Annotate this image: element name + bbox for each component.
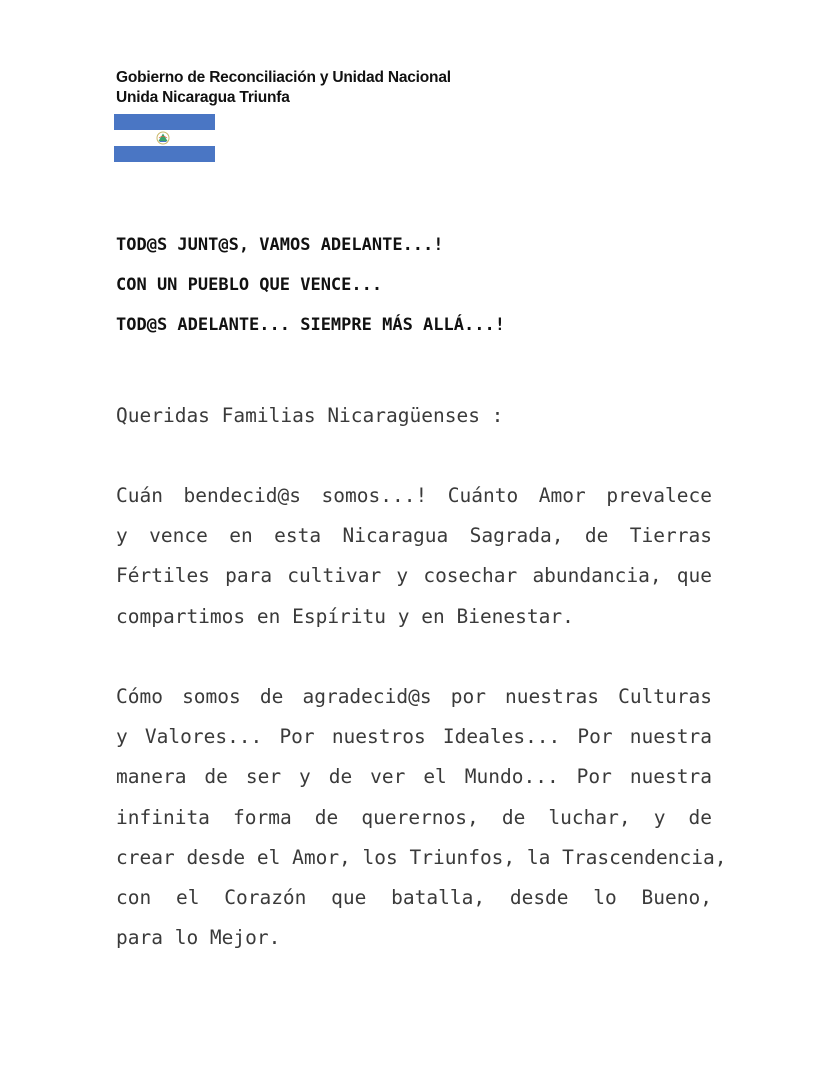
paragraph-line: crear desde el Amor, los Triunfos, la Trascendencia, bbox=[116, 845, 727, 869]
slogan-line: TOD@S ADELANTE... SIEMPRE MÁS ALLÁ...! bbox=[116, 315, 505, 335]
letterhead-government-name: Gobierno de Reconciliación y Unidad Nacional bbox=[116, 69, 451, 86]
slogans bbox=[116, 232, 505, 352]
paragraph bbox=[116, 476, 712, 637]
paragraph-line: compartimos en Espíritu y en Bienestar. bbox=[116, 604, 574, 628]
paragraph-line: infinita forma de querernos, de luchar, y de bbox=[116, 805, 712, 829]
slogan-line: TOD@S JUNT@S, VAMOS ADELANTE...! bbox=[116, 235, 444, 255]
paragraph-line: Cuán bendecid@s somos...! Cuánto Amor prevalece bbox=[116, 484, 712, 507]
paragraph-line: Cómo somos de agradecid@s por nuestras Culturas bbox=[116, 685, 712, 708]
slogan-line: CON UN PUEBLO QUE VENCE... bbox=[116, 275, 383, 295]
paragraph-line: y Valores... Por nuestros Ideales... Por nuestra bbox=[116, 725, 712, 749]
paragraph-line: y vence en esta Nicaragua Sagrada, de Tierras bbox=[116, 524, 712, 548]
paragraph-line: Fértiles para cultivar y cosechar abundancia, que bbox=[116, 564, 712, 588]
paragraph bbox=[116, 677, 727, 958]
nicaragua-flag-icon bbox=[114, 114, 215, 162]
paragraph-line: para lo Mejor. bbox=[116, 926, 281, 950]
paragraph-line: manera de ser y de ver el Mundo... Por nuestra bbox=[116, 765, 712, 789]
letterhead bbox=[116, 68, 451, 108]
paragraph-line: con el Corazón que batalla, desde lo Bueno, bbox=[116, 886, 712, 910]
greeting: Queridas Familias Nicaragüenses : bbox=[116, 404, 504, 427]
letterhead-motto: Unida Nicaragua Triunfa bbox=[116, 89, 290, 106]
